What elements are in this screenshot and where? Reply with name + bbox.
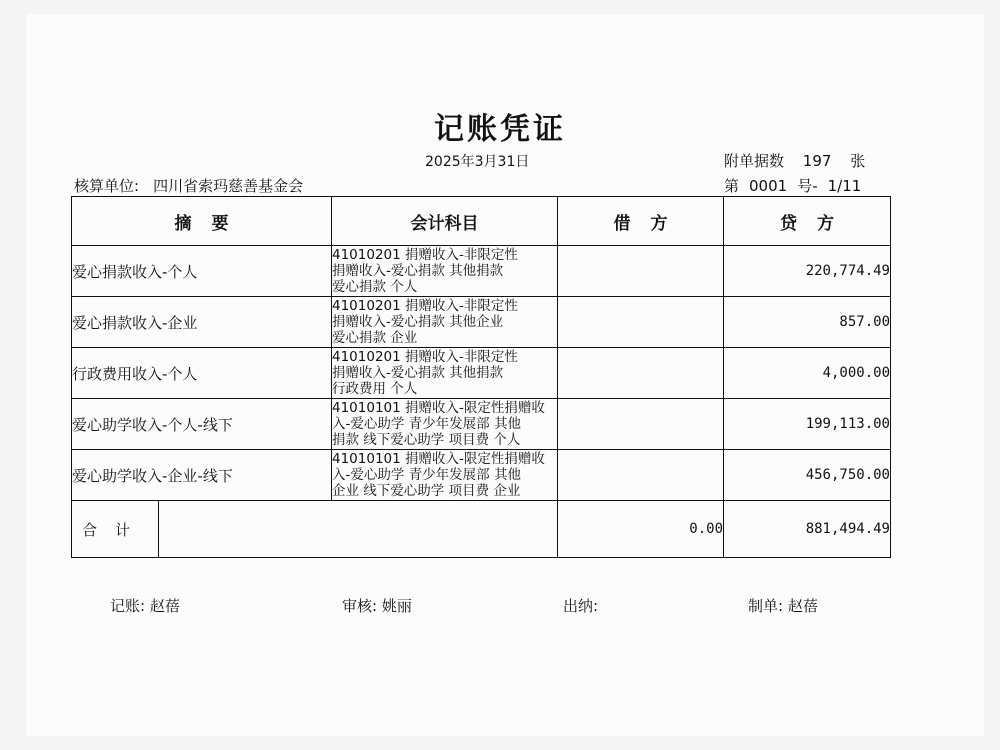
row-credit: 4,000.00 [724, 348, 891, 399]
voucher-prefix: 第 [724, 177, 740, 195]
row-credit: 220,774.49 [724, 246, 891, 297]
table-row [72, 450, 891, 501]
bookkeeper-signature: 记账: 赵蓓 [110, 597, 180, 615]
accounting-unit [74, 175, 303, 196]
attachment-label: 附单据数 [724, 152, 785, 170]
row-summary: 行政费用收入-个人 [72, 348, 332, 399]
row-debit [558, 399, 724, 450]
header-account: 会计科目 [332, 197, 558, 246]
preparer-signature: 制单: 赵蓓 [748, 597, 818, 615]
voucher-no: 0001 [749, 177, 788, 195]
cashier-signature: 出纳: [563, 597, 599, 615]
row-summary: 爱心助学收入-个人-线下 [72, 399, 332, 450]
header-credit: 贷方 [724, 197, 891, 246]
row-account: 41010201 捐赠收入-非限定性 捐赠收入-爱心捐款 其他企业 爱心捐款 企业 [332, 297, 558, 348]
table-header [72, 197, 891, 246]
row-debit [558, 297, 724, 348]
table-row [72, 399, 891, 450]
voucher-page: 1/11 [827, 177, 862, 195]
table-row [72, 297, 891, 348]
row-credit: 456,750.00 [724, 450, 891, 501]
total-debit: 0.00 [558, 501, 724, 558]
attachment-count [724, 150, 865, 171]
attachment-number: 197 [802, 152, 832, 170]
header-debit: 借方 [558, 197, 724, 246]
voucher-date: 2025年3月31日 [425, 154, 530, 170]
row-debit [558, 246, 724, 297]
header-summary: 摘要 [72, 197, 332, 246]
row-debit [558, 348, 724, 399]
unit-label: 核算单位: [74, 177, 140, 195]
row-account: 41010201 捐赠收入-非限定性 捐赠收入-爱心捐款 其他捐款 行政费用 个人 [332, 348, 558, 399]
row-summary: 爱心助学收入-企业-线下 [72, 450, 332, 501]
total-credit: 881,494.49 [724, 501, 891, 558]
total-blank [159, 501, 558, 558]
row-account: 41010201 捐赠收入-非限定性 捐赠收入-爱心捐款 其他捐款 爱心捐款 个人 [332, 246, 558, 297]
row-summary: 爱心捐款收入-企业 [72, 297, 332, 348]
attachment-unit: 张 [850, 152, 866, 170]
voucher-number [724, 175, 871, 196]
unit-name: 四川省索玛慈善基金会 [153, 177, 304, 195]
row-credit: 857.00 [724, 297, 891, 348]
voucher-suffix: 号- [797, 177, 818, 195]
total-label: 合计 [72, 501, 159, 558]
row-account: 41010101 捐赠收入-限定性捐赠收 入-爱心助学 青少年发展部 其他 捐款 线下爱心助学 项目费 个人 [332, 399, 558, 450]
table-row [72, 246, 891, 297]
table-row [72, 348, 891, 399]
row-debit [558, 450, 724, 501]
total-row [72, 501, 891, 558]
page-title: 记账凭证 [434, 112, 566, 147]
row-credit: 199,113.00 [724, 399, 891, 450]
voucher-table [71, 196, 891, 558]
row-summary: 爱心捐款收入-个人 [72, 246, 332, 297]
reviewer-signature: 审核: 姚丽 [342, 597, 412, 615]
row-account: 41010101 捐赠收入-限定性捐赠收 入-爱心助学 青少年发展部 其他 企业 线下爱心助学 项目费 企业 [332, 450, 558, 501]
